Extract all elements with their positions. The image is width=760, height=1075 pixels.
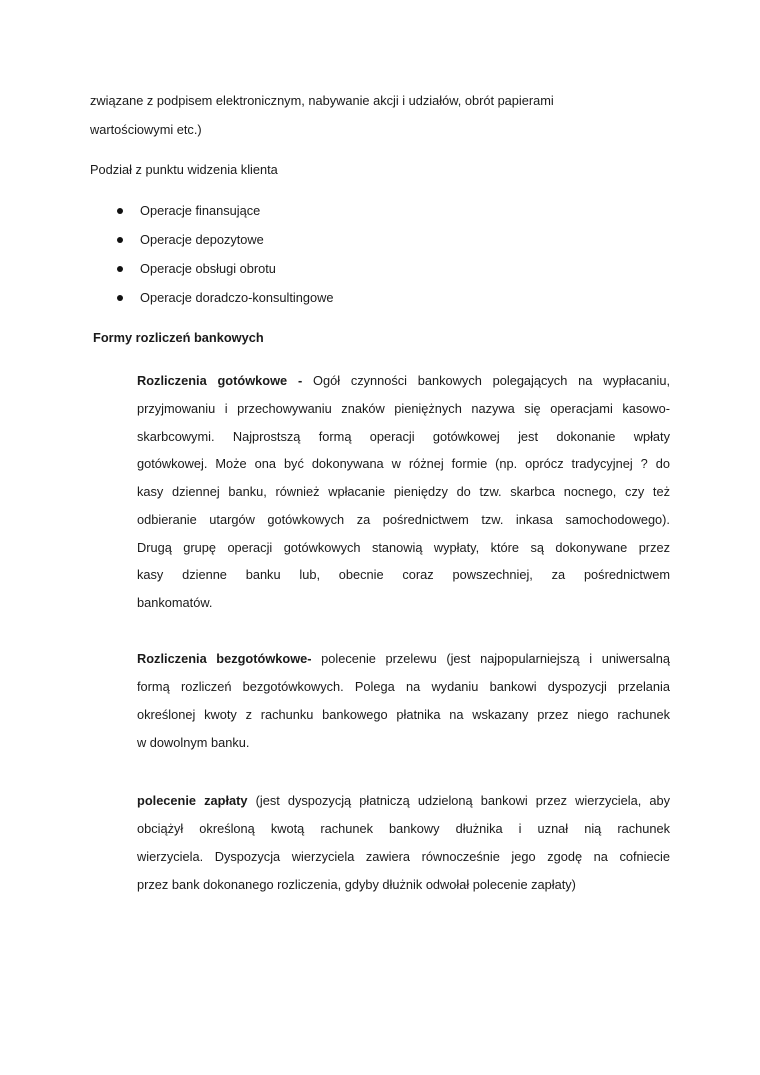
paragraph-line: formą rozliczeń bezgotówkowych. Polega na wydaniu bankowi dyspozycji przelania (137, 679, 670, 694)
paragraph-line: w dowolnym banku. (137, 735, 250, 750)
paragraph-line: polecenie przelewu (jest najpopularniejszą i uniwersalną (311, 651, 670, 666)
list-item: Operacje finansujące (140, 203, 261, 218)
paragraph-line: skarbcowymi. Najprostszą formą operacji gotówkowej jest dokonanie wpłaty (137, 429, 670, 444)
direct-debit-term: polecenie zapłaty (137, 793, 248, 808)
bullet-icon (117, 295, 123, 301)
paragraph-line: kasy dzienne banku lub, obecnie coraz powszechniej, za pośrednictwem (137, 567, 670, 582)
intro-line: wartościowymi etc.) (90, 122, 202, 137)
paragraph-line: obciążył określoną kwotą rachunek bankowy dłużnika i uznał nią rachunek (137, 821, 670, 836)
paragraph-line: przyjmowaniu i przechowywaniu znaków pieniężnych nazywa się operacjami kasowo- (137, 401, 670, 416)
list-item: Operacje obsługi obrotu (140, 261, 276, 276)
bullet-icon (117, 237, 123, 243)
paragraph-line: (jest dyspozycją płatniczą udzieloną bankowi przez wierzyciela, aby (247, 793, 671, 808)
noncash-term: Rozliczenia bezgotówkowe- (137, 651, 312, 666)
bullet-icon (117, 208, 123, 214)
section-heading: Formy rozliczeń bankowych (93, 330, 264, 345)
intro-line: związane z podpisem elektronicznym, nabywanie akcji i udziałów, obrót papierami (90, 93, 554, 108)
division-heading: Podział z punktu widzenia klienta (90, 162, 278, 177)
paragraph-line: bankomatów. (137, 595, 213, 610)
cash-term: Rozliczenia gotówkowe - (137, 373, 303, 388)
list-item: Operacje doradczo-konsultingowe (140, 290, 334, 305)
paragraph-line: kasy dziennej banku, również wpłacanie pieniędzy do tzw. skarbca nocnego, czy też (137, 484, 670, 499)
paragraph-line: przez bank dokonanego rozliczenia, gdyby dłużnik odwołał polecenie zapłaty) (137, 877, 576, 892)
bullet-icon (117, 266, 123, 272)
paragraph-line: Ogół czynności bankowych polegających na wypłacaniu, (302, 373, 671, 388)
paragraph-line: gotówkowej. Może ona być dokonywana w różnej formie (np. oprócz tradycyjnej ? do (137, 456, 670, 471)
paragraph-line: wierzyciela. Dyspozycja wierzyciela zawiera równocześnie jego zgodę na cofniecie (137, 849, 670, 864)
list-item: Operacje depozytowe (140, 232, 264, 247)
paragraph-line: określonej kwoty z rachunku bankowego płatnika na wskazany przez niego rachunek (137, 707, 670, 722)
paragraph-line: Drugą grupę operacji gotówkowych stanowią wypłaty, które są dokonywane przez (137, 540, 670, 555)
paragraph-line: odbieranie utargów gotówkowych za pośrednictwem tzw. inkasa samochodowego). (137, 512, 670, 527)
